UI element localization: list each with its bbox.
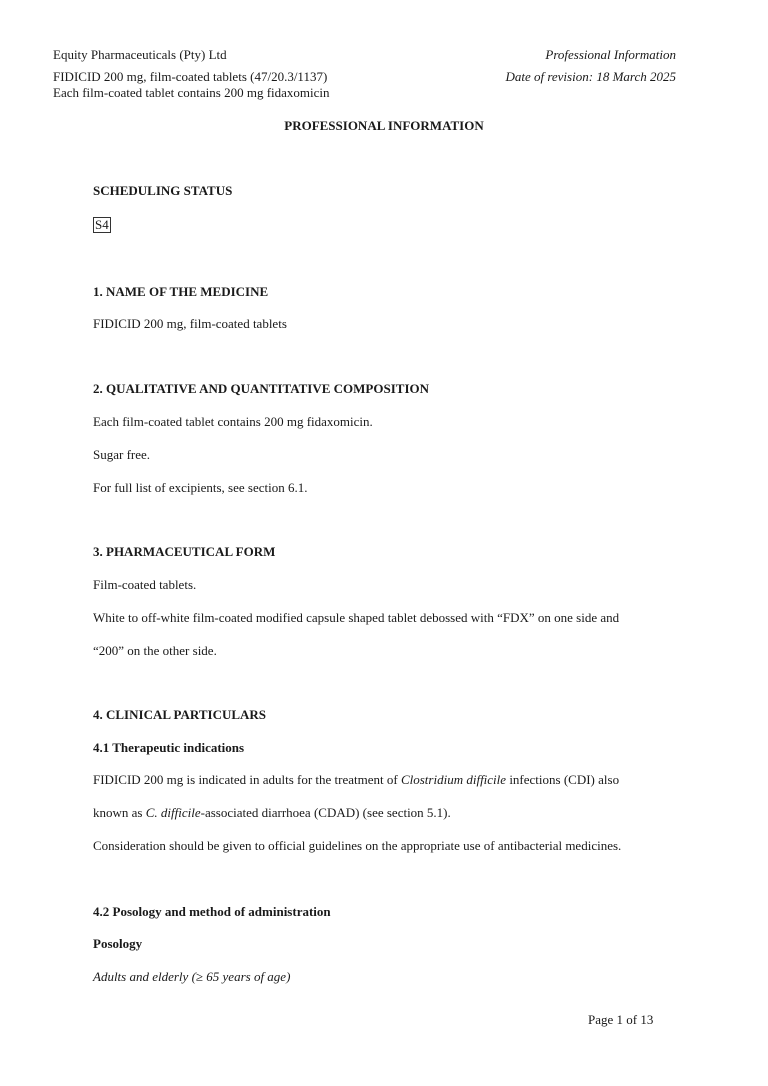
- section41-line2-a: known as: [93, 805, 146, 820]
- scheduling-heading: SCHEDULING STATUS: [93, 183, 233, 198]
- section41-line2-italic: C. difficile: [145, 805, 201, 820]
- section41-line3: Consideration should be given to official guidelines on the appropriate use of antibacterial medicines.: [93, 838, 622, 853]
- scheduling-value: [93, 217, 111, 233]
- section3-line3: “200” on the other side.: [93, 643, 217, 658]
- scheduling-badge: S4: [95, 217, 109, 232]
- section2-line3: For full list of excipients, see section 6.1.: [93, 480, 308, 495]
- section41-line2: [93, 806, 451, 819]
- section2-line1: Each film-coated tablet contains 200 mg fidaxomicin.: [93, 414, 373, 429]
- section1-heading: 1. NAME OF THE MEDICINE: [93, 284, 269, 299]
- section41-line1-italic: Clostridium difficile: [400, 772, 507, 787]
- header-doc-type: Professional Information: [545, 47, 676, 62]
- section3-line2: White to off-white film-coated modified capsule shaped tablet debossed with “FDX” on one side and: [93, 610, 620, 625]
- section41-line1-a: FIDICID 200 mg is indicated in adults for the treatment of: [93, 772, 401, 787]
- page-number: Page 1 of 13: [588, 1012, 654, 1027]
- page-title: PROFESSIONAL INFORMATION: [284, 118, 484, 133]
- section42-heading: 4.2 Posology and method of administration: [93, 904, 331, 919]
- revision-prefix: Date of revision:: [505, 69, 597, 84]
- section41-line1: [93, 773, 619, 786]
- header-company: Equity Pharmaceuticals (Pty) Ltd: [53, 47, 227, 62]
- section2-heading: 2. QUALITATIVE AND QUANTITATIVE COMPOSITION: [93, 381, 430, 396]
- section1-text: FIDICID 200 mg, film-coated tablets: [93, 316, 287, 331]
- section41-heading: 4.1 Therapeutic indications: [93, 740, 245, 755]
- section42-posology: Posology: [93, 936, 143, 951]
- section3-line1: Film-coated tablets.: [93, 577, 197, 592]
- header-product-line: FIDICID 200 mg, film-coated tablets (47/20.3/1137): [53, 69, 328, 84]
- section41-line1-b: infections (CDI) also: [506, 772, 620, 787]
- header-revision: [505, 70, 676, 83]
- section2-line2: Sugar free.: [93, 447, 151, 462]
- section4-heading: 4. CLINICAL PARTICULARS: [93, 707, 267, 722]
- section42-adults: Adults and elderly (≥ 65 years of age): [93, 969, 291, 984]
- section3-heading: 3. PHARMACEUTICAL FORM: [93, 544, 276, 559]
- revision-date: 18 March 2025: [596, 69, 676, 84]
- section41-line2-b: -associated diarrhoea (CDAD) (see section 5.1).: [200, 805, 451, 820]
- header-composition-line: Each film-coated tablet contains 200 mg fidaxomicin: [53, 85, 330, 100]
